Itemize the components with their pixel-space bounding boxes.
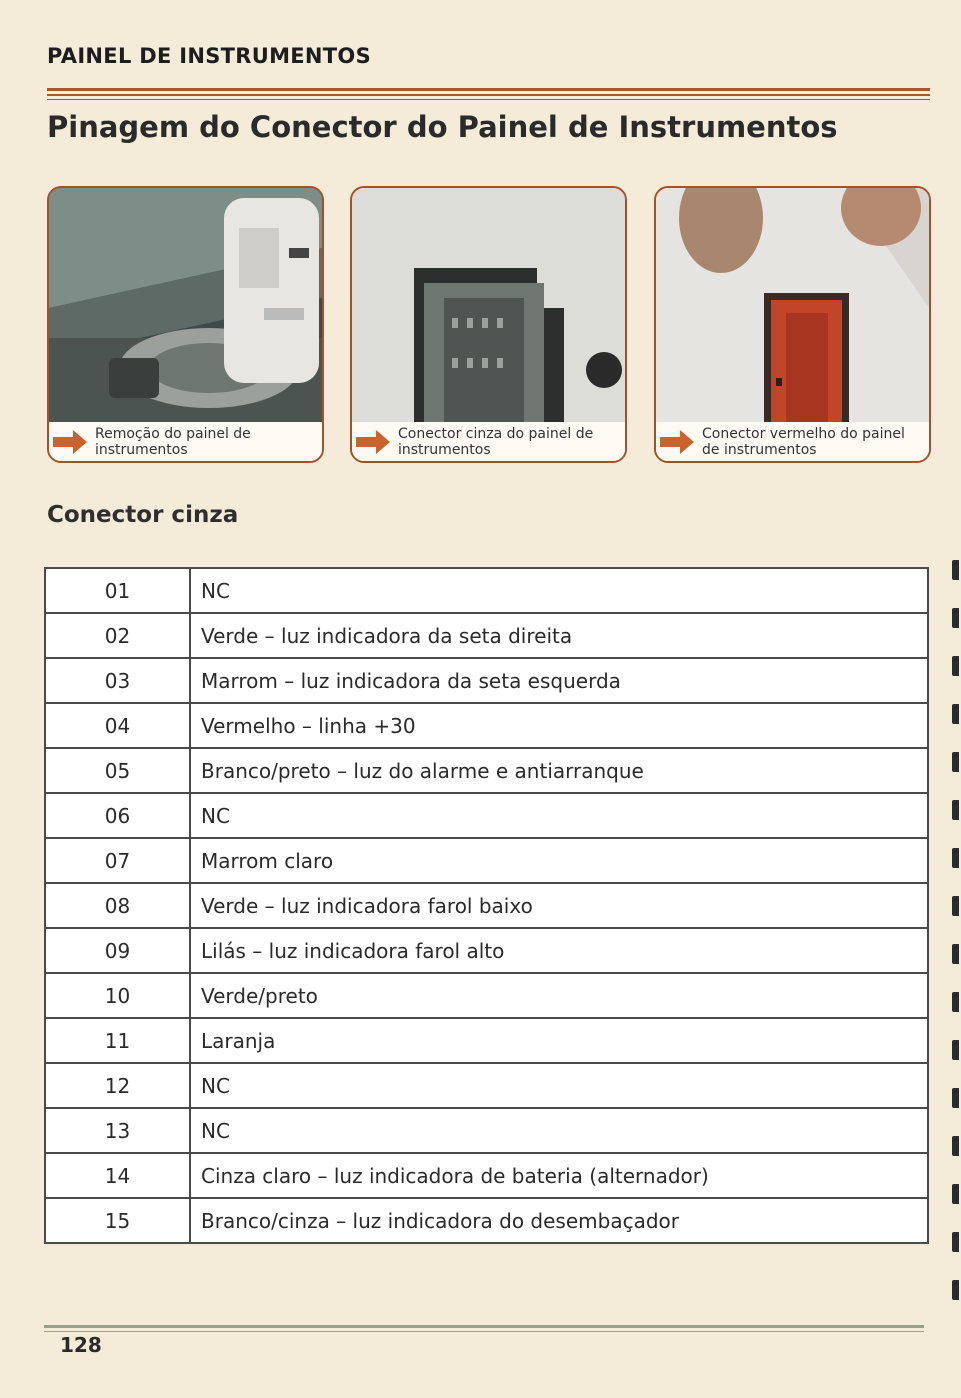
pin-description: Verde – luz indicadora da seta direita <box>190 613 928 658</box>
pin-number: 07 <box>45 838 190 883</box>
table-row <box>45 748 928 793</box>
pin-description: Laranja <box>190 1018 928 1063</box>
pin-number: 14 <box>45 1153 190 1198</box>
pin-number: 15 <box>45 1198 190 1243</box>
pin-number: 02 <box>45 613 190 658</box>
pin-number: 12 <box>45 1063 190 1108</box>
table-row <box>45 1108 928 1153</box>
pin-description: Vermelho – linha +30 <box>190 703 928 748</box>
pin-number: 13 <box>45 1108 190 1153</box>
pin-number: 05 <box>45 748 190 793</box>
table-row <box>45 1153 928 1198</box>
table-row <box>45 613 928 658</box>
edge-tabs <box>952 560 961 1328</box>
page-number: 128 <box>60 1333 102 1357</box>
instrument-panel-photo <box>49 188 322 422</box>
table-row <box>45 793 928 838</box>
pin-description: Lilás – luz indicadora farol alto <box>190 928 928 973</box>
gray-connector-photo <box>352 188 625 422</box>
table-row <box>45 703 928 748</box>
pin-number: 01 <box>45 568 190 613</box>
running-header: PAINEL DE INSTRUMENTOS <box>47 44 372 68</box>
photo-caption: Conector cinza do painel de instrumentos <box>398 425 594 458</box>
pin-number: 10 <box>45 973 190 1018</box>
pin-description: NC <box>190 1063 928 1108</box>
photo-red-connector <box>654 186 931 463</box>
photo-caption: Conector vermelho do painel de instrumentos <box>702 425 905 458</box>
pin-number: 11 <box>45 1018 190 1063</box>
table-row <box>45 1198 928 1243</box>
pin-description: Branco/preto – luz do alarme e antiarranque <box>190 748 928 793</box>
pin-description: Cinza claro – luz indicadora de bateria (alternador) <box>190 1153 928 1198</box>
pin-description: Verde – luz indicadora farol baixo <box>190 883 928 928</box>
footer-rule <box>44 1325 924 1332</box>
page-title: Pinagem do Conector do Painel de Instrumentos <box>47 110 838 144</box>
pinout-table <box>44 567 929 1244</box>
table-row <box>45 883 928 928</box>
photo-caption: Remoção do painel de instrumentos <box>95 425 251 458</box>
pin-number: 06 <box>45 793 190 838</box>
table-row <box>45 1063 928 1108</box>
photo-panel-removal <box>47 186 324 463</box>
pin-number: 08 <box>45 883 190 928</box>
photo-gray-connector <box>350 186 627 463</box>
header-rule <box>47 88 930 100</box>
pin-description: Verde/preto <box>190 973 928 1018</box>
pin-number: 09 <box>45 928 190 973</box>
pin-description: NC <box>190 793 928 838</box>
table-row <box>45 973 928 1018</box>
red-connector-photo <box>656 188 929 422</box>
pin-description: NC <box>190 1108 928 1153</box>
pin-description: Marrom claro <box>190 838 928 883</box>
arrow-icon <box>660 430 694 454</box>
table-row <box>45 928 928 973</box>
table-row <box>45 568 928 613</box>
table-row <box>45 1018 928 1063</box>
arrow-icon <box>356 430 390 454</box>
pin-description: Branco/cinza – luz indicadora do desembaçador <box>190 1198 928 1243</box>
table-row <box>45 838 928 883</box>
pin-number: 03 <box>45 658 190 703</box>
arrow-icon <box>53 430 87 454</box>
pin-number: 04 <box>45 703 190 748</box>
pin-description: NC <box>190 568 928 613</box>
pin-description: Marrom – luz indicadora da seta esquerda <box>190 658 928 703</box>
section-title: Conector cinza <box>47 502 239 528</box>
table-row <box>45 658 928 703</box>
